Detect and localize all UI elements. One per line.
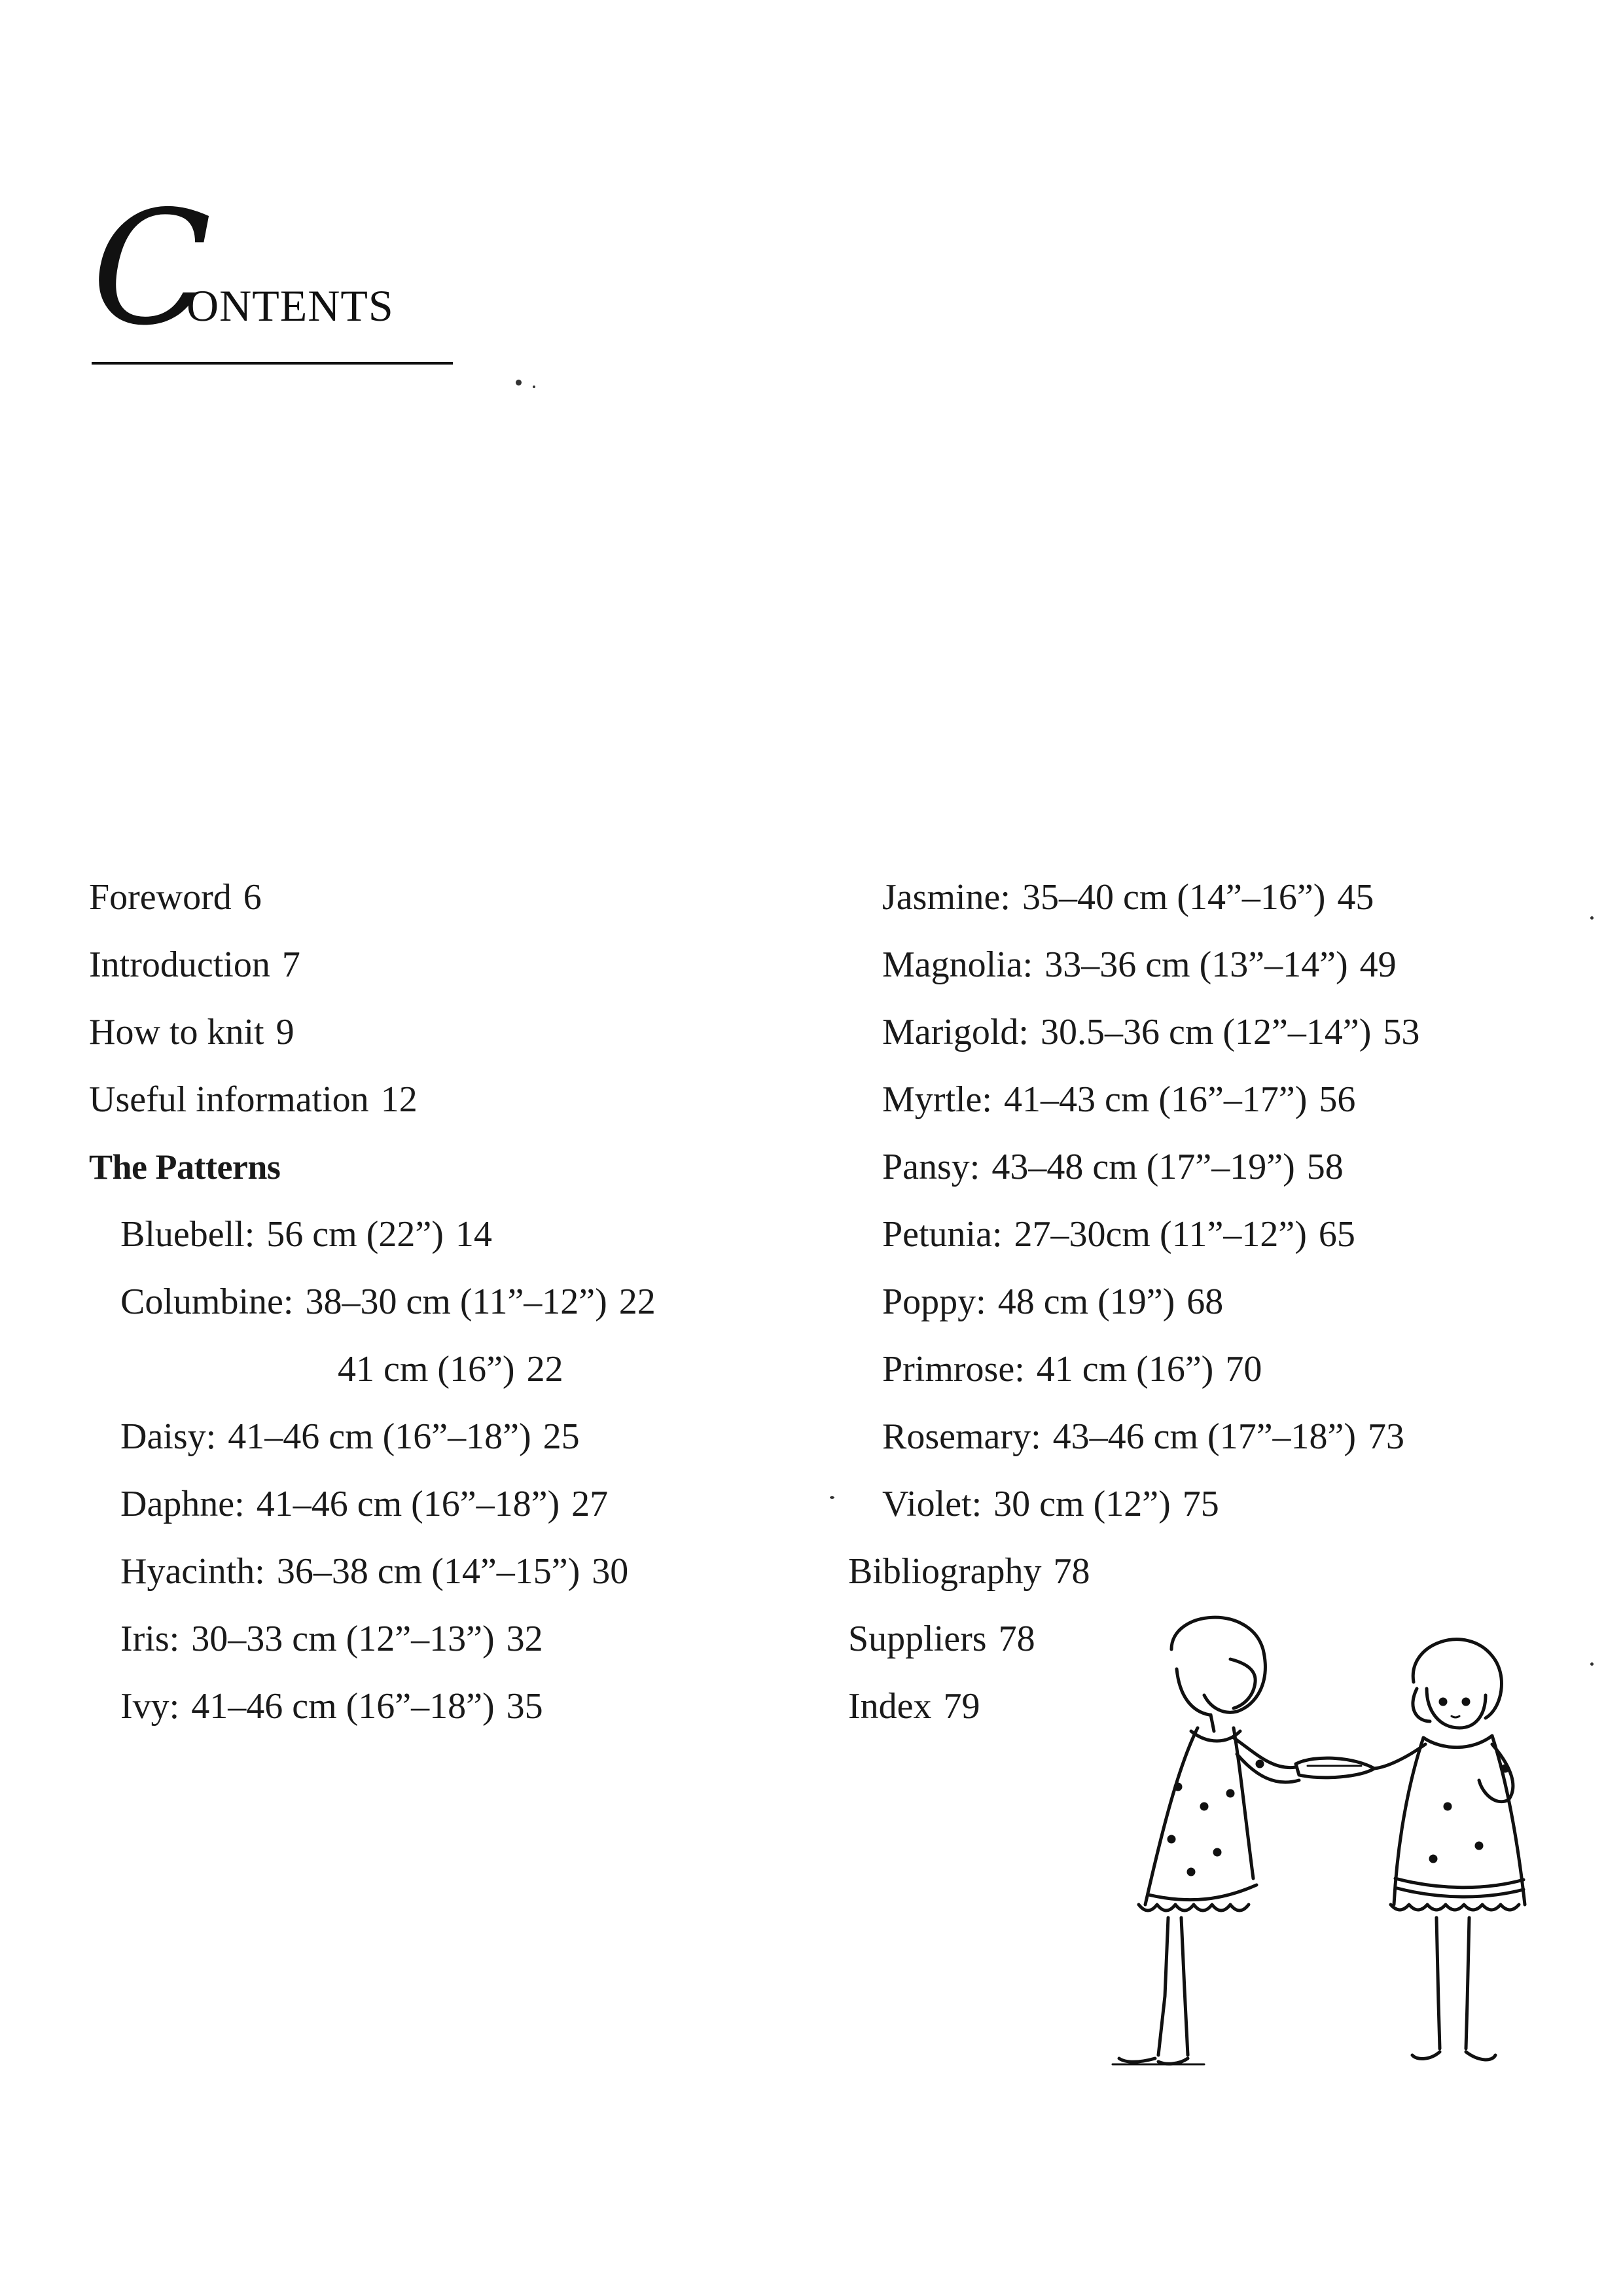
pattern-page: 30 — [592, 1551, 629, 1592]
pattern-size: 56 cm (22”) — [266, 1214, 444, 1255]
pattern-entry-hyacinth[interactable] — [89, 1538, 783, 1605]
pattern-entry-ivy[interactable] — [89, 1673, 783, 1740]
pattern-page: 14 — [455, 1214, 492, 1255]
pattern-name: Poppy: — [882, 1282, 986, 1322]
title-underline — [92, 362, 453, 365]
toc-entry-bibliography[interactable] — [848, 1538, 1568, 1605]
pattern-name: Hyacinth: — [120, 1551, 265, 1592]
toc-entry-page: 9 — [276, 1012, 294, 1052]
pattern-entry-columbine[interactable] — [89, 1268, 783, 1336]
pattern-page: 70 — [1225, 1349, 1262, 1390]
toc-entry-title: Suppliers — [848, 1619, 987, 1659]
pattern-name: Magnolia: — [882, 944, 1033, 985]
toc-entry-introduction[interactable] — [89, 931, 783, 999]
pattern-entry-columbine-alt[interactable] — [89, 1336, 783, 1403]
toc-entry-page: 12 — [380, 1079, 418, 1120]
pattern-size: 43–48 cm (17”–19”) — [991, 1147, 1295, 1187]
pattern-name: Petunia: — [882, 1214, 1003, 1255]
pattern-page: 35 — [506, 1686, 543, 1727]
toc-entry-page: 78 — [998, 1619, 1035, 1659]
pattern-name: Myrtle: — [882, 1079, 992, 1120]
pattern-size: 43–46 cm (17”–18”) — [1052, 1416, 1357, 1457]
toc-entry-page: 7 — [281, 944, 300, 985]
pattern-entry-rosemary[interactable] — [848, 1403, 1568, 1471]
pattern-size: 38–30 cm (11”–12”) — [305, 1282, 607, 1322]
pattern-entry-petunia[interactable] — [848, 1201, 1568, 1268]
pattern-name: Daisy: — [120, 1416, 217, 1457]
toc-entry-useful-information[interactable] — [89, 1066, 783, 1134]
pattern-entry-poppy[interactable] — [848, 1268, 1568, 1336]
pattern-name: Daphne: — [120, 1484, 245, 1524]
pattern-entry-jasmine[interactable] — [848, 864, 1568, 931]
page-title — [92, 177, 458, 360]
pattern-name: Marigold: — [882, 1012, 1029, 1052]
pattern-size: 30.5–36 cm (12”–14”) — [1040, 1012, 1372, 1052]
pattern-name: Ivy: — [120, 1686, 180, 1727]
pattern-size: 41 cm (16”) — [1036, 1349, 1214, 1390]
pattern-page: 68 — [1186, 1282, 1224, 1322]
pattern-page: 25 — [543, 1416, 580, 1457]
toc-entry-page: 79 — [943, 1686, 980, 1727]
pattern-page: 45 — [1337, 877, 1374, 918]
pattern-size: 41–46 cm (16”–18”) — [256, 1484, 560, 1524]
print-speck — [516, 380, 522, 386]
toc-entry-page: 6 — [243, 877, 262, 918]
pattern-page: 27 — [571, 1484, 609, 1524]
title-rest: ONTENTS — [187, 281, 394, 331]
pattern-size: 30–33 cm (12”–13”) — [191, 1619, 495, 1659]
title-initial: C — [92, 177, 212, 360]
pattern-size: 36–38 cm (14”–15”) — [276, 1551, 580, 1592]
pattern-size: 41–46 cm (16”–18”) — [191, 1686, 495, 1727]
pattern-page: 58 — [1306, 1147, 1344, 1187]
pattern-page: 32 — [506, 1619, 543, 1659]
pattern-name: Bluebell: — [120, 1214, 255, 1255]
pattern-name: Pansy: — [882, 1147, 980, 1187]
pattern-page: 73 — [1368, 1416, 1405, 1457]
pattern-page: 22 — [526, 1349, 563, 1390]
section-heading-label: The Patterns — [89, 1147, 281, 1187]
section-heading-patterns — [89, 1134, 783, 1201]
toc-entry-foreword[interactable] — [89, 864, 783, 931]
pattern-entry-myrtle[interactable] — [848, 1066, 1568, 1134]
pattern-page: 22 — [618, 1282, 656, 1322]
pattern-entry-violet[interactable] — [848, 1471, 1568, 1538]
two-girls-illustration — [1099, 1597, 1584, 2121]
toc-entry-title: Index — [848, 1686, 932, 1727]
pattern-entry-daisy[interactable] — [89, 1403, 783, 1471]
toc-entry-page: 78 — [1053, 1551, 1090, 1592]
pattern-page: 75 — [1182, 1484, 1219, 1524]
pattern-name: Iris: — [120, 1619, 180, 1659]
toc-left-column — [89, 864, 783, 1740]
toc-entry-title: Bibliography — [848, 1551, 1042, 1592]
print-speck — [830, 1496, 834, 1499]
pattern-name: Rosemary: — [882, 1416, 1041, 1457]
pattern-page: 53 — [1383, 1012, 1420, 1052]
toc-entry-title: Introduction — [89, 944, 270, 985]
pattern-page: 49 — [1359, 944, 1397, 985]
pattern-entry-bluebell[interactable] — [89, 1201, 783, 1268]
pattern-size: 27–30cm (11”–12”) — [1014, 1214, 1307, 1255]
pattern-size: 41–43 cm (16”–17”) — [1003, 1079, 1308, 1120]
print-speck — [1590, 1662, 1594, 1666]
pattern-entry-magnolia[interactable] — [848, 931, 1568, 999]
pattern-name: Violet: — [882, 1484, 982, 1524]
pattern-size: 41 cm (16”) — [338, 1349, 515, 1390]
print-speck — [533, 386, 535, 388]
pattern-entry-primrose[interactable] — [848, 1336, 1568, 1403]
pattern-page: 65 — [1318, 1214, 1355, 1255]
pattern-entry-iris[interactable] — [89, 1605, 783, 1673]
pattern-size: 41–46 cm (16”–18”) — [228, 1416, 531, 1457]
pattern-size: 30 cm (12”) — [993, 1484, 1171, 1524]
toc-entry-title: Foreword — [89, 877, 232, 918]
pattern-entry-marigold[interactable] — [848, 999, 1568, 1066]
toc-entry-title: Useful information — [89, 1079, 369, 1120]
pattern-page: 56 — [1319, 1079, 1356, 1120]
print-speck — [1590, 916, 1594, 920]
toc-entry-title: How to knit — [89, 1012, 264, 1052]
toc-entry-how-to-knit[interactable] — [89, 999, 783, 1066]
pattern-name: Primrose: — [882, 1349, 1025, 1390]
pattern-entry-daphne[interactable] — [89, 1471, 783, 1538]
pattern-name: Columbine: — [120, 1282, 294, 1322]
pattern-size: 33–36 cm (13”–14”) — [1044, 944, 1348, 985]
pattern-size: 48 cm (19”) — [997, 1282, 1175, 1322]
pattern-entry-pansy[interactable] — [848, 1134, 1568, 1201]
pattern-size: 35–40 cm (14”–16”) — [1022, 877, 1326, 918]
pattern-name: Jasmine: — [882, 877, 1010, 918]
